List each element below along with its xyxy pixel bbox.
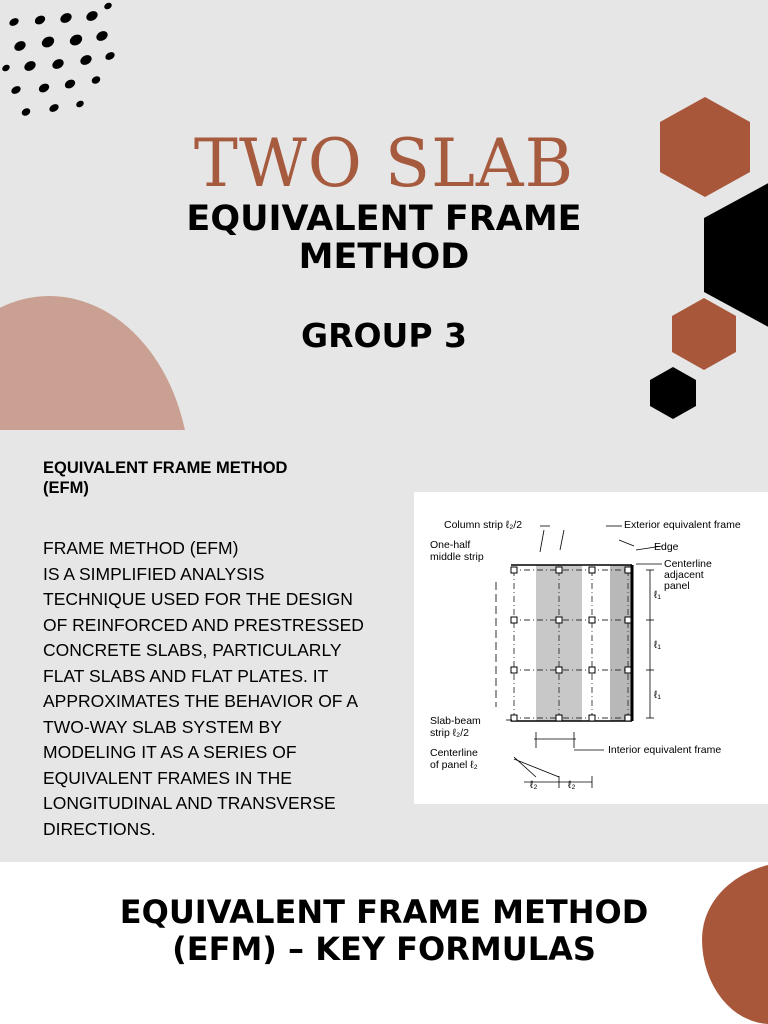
subtitle-line: METHOD — [298, 237, 470, 277]
formulas-heading-line: (EFM) – KEY FORMULAS — [172, 930, 596, 968]
label-centerline-panel: of panel ℓ₂ — [430, 759, 478, 771]
diagram-svg — [414, 492, 768, 804]
body-line: CONCRETE SLABS, PARTICULARLY — [43, 640, 342, 660]
label-column-strip: Column strip ℓ₂/2 — [444, 519, 523, 531]
body-line: LONGITUDINAL AND TRANSVERSE — [43, 793, 336, 813]
dot-pattern-decoration — [0, 0, 130, 130]
label-interior-frame: Interior equivalent frame — [608, 744, 722, 756]
hexagon-decoration-black-small — [650, 367, 696, 419]
body-line: DIRECTIONS. — [43, 818, 156, 839]
cover-section — [0, 0, 768, 430]
section-heading — [43, 458, 383, 498]
body-line: FRAME METHOD (EFM) — [43, 538, 239, 558]
label-l2: ℓ₂ — [568, 779, 576, 791]
label-centerline-adjacent: panel — [664, 580, 690, 592]
label-edge: Edge — [654, 541, 679, 553]
formulas-section — [0, 862, 768, 1024]
body-line: TECHNIQUE USED FOR THE DESIGN — [43, 589, 353, 609]
group-label: GROUP 3 — [301, 316, 467, 355]
heading-line: (EFM) — [43, 479, 89, 497]
body-line: OF REINFORCED AND PRESTRESSED — [43, 614, 364, 635]
label-l1: ℓ₁ — [654, 639, 661, 651]
body-line: APPROXIMATES THE BEHAVIOR OF A — [43, 691, 359, 711]
label-l2: ℓ₂ — [530, 779, 538, 791]
label-l1: ℓ₁ — [654, 589, 661, 601]
label-centerline-panel: Centerline — [430, 747, 478, 759]
label-slab-beam: Slab-beam — [430, 715, 481, 727]
label-centerline-adjacent: adjacent — [664, 569, 704, 581]
body-line: EQUIVALENT FRAMES IN THE — [43, 767, 292, 788]
label-slab-beam: strip ℓ₂/2 — [430, 727, 469, 739]
exterior-strip-shade — [610, 565, 632, 721]
efm-section — [0, 430, 768, 862]
body-line: IS A SIMPLIFIED ANALYSIS — [43, 563, 265, 584]
section-body — [43, 536, 403, 842]
formulas-heading — [0, 894, 768, 968]
label-exterior-frame: Exterior equivalent frame — [624, 519, 741, 531]
body-line: TWO-WAY SLAB SYSTEM BY — [43, 716, 282, 737]
formulas-heading-line: EQUIVALENT FRAME METHOD — [119, 893, 649, 931]
subtitle-line: EQUIVALENT FRAME — [186, 199, 582, 239]
body-line: FLAT SLABS AND FLAT PLATES. IT — [43, 665, 329, 686]
heading-line: EQUIVALENT FRAME METHOD — [43, 459, 288, 477]
page-title: TWO SLAB — [193, 125, 575, 202]
page-subtitle — [0, 200, 768, 276]
equivalent-frame-diagram — [414, 492, 768, 804]
label-centerline-adjacent: Centerline — [664, 558, 712, 570]
label-middle-strip: middle strip — [430, 551, 484, 563]
label-l1: ℓ₁ — [654, 689, 661, 701]
body-line: MODELING IT AS A SERIES OF — [43, 742, 297, 762]
label-one-half: One-half — [430, 539, 471, 551]
